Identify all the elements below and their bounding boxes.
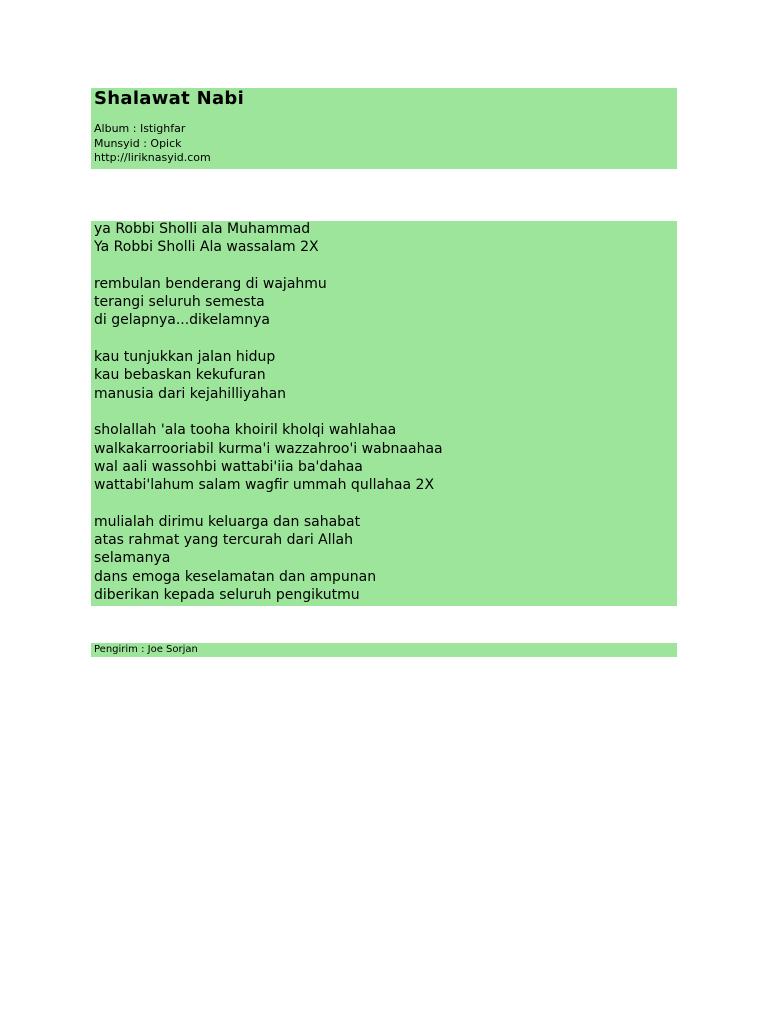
sender-footer: [91, 643, 677, 657]
lyric-line: wattabi'lahum salam wagfir ummah qullahaa 2X: [94, 477, 435, 494]
stanza-gap: [94, 330, 674, 348]
album-info: Album : Istighfar: [94, 122, 186, 135]
stanza-gap: [94, 494, 674, 512]
lyrics-body: [91, 221, 677, 606]
lyric-line: selamanya: [94, 550, 171, 567]
lyric-line: walkakarrooriabil kurma'i wazzahroo'i wabnaahaa: [94, 440, 443, 457]
stanza-gap: [94, 257, 674, 275]
lyric-line: ya Robbi Sholli ala Muhammad: [94, 221, 311, 237]
lyric-line: Ya Robbi Sholli Ala wassalam 2X: [94, 239, 319, 256]
stanza-gap: [94, 403, 674, 421]
sender-credit: Pengirim : Joe Sorjan: [94, 644, 198, 655]
lyric-line: kau tunjukkan jalan hidup: [94, 349, 276, 366]
lyrics-stanza: [94, 275, 674, 330]
lyric-line: terangi seluruh semesta: [94, 294, 265, 311]
lyric-line: wal aali wassohbi wattabi'iia ba'dahaa: [94, 458, 363, 475]
lyric-line: dans emoga keselamatan dan ampunan: [94, 568, 377, 585]
artist-info: Munsyid : Opick: [94, 136, 182, 150]
song-title: Shalawat Nabi: [94, 88, 245, 109]
lyric-line: rembulan benderang di wajahmu: [94, 275, 327, 292]
lyric-line: atas rahmat yang tercurah dari Allah: [94, 532, 353, 549]
lyric-line: manusia dari kejahilliyahan: [94, 385, 287, 402]
song-header: [91, 88, 677, 169]
lyric-line: kau bebaskan kekufuran: [94, 367, 266, 384]
lyric-line: mulialah dirimu keluarga dan sahabat: [94, 513, 361, 530]
lyrics-stanza: [94, 513, 674, 604]
source-url: http://liriknasyid.com: [94, 151, 211, 164]
lyric-line: di gelapnya...dikelamnya: [94, 312, 271, 329]
lyrics-stanza: [94, 421, 674, 494]
lyric-line: sholallah 'ala tooha khoiril kholqi wahlahaa: [94, 422, 397, 439]
lyrics-stanza: [94, 220, 674, 257]
lyric-line: diberikan kepada seluruh pengikutmu: [94, 586, 360, 603]
lyrics-stanza: [94, 348, 674, 403]
